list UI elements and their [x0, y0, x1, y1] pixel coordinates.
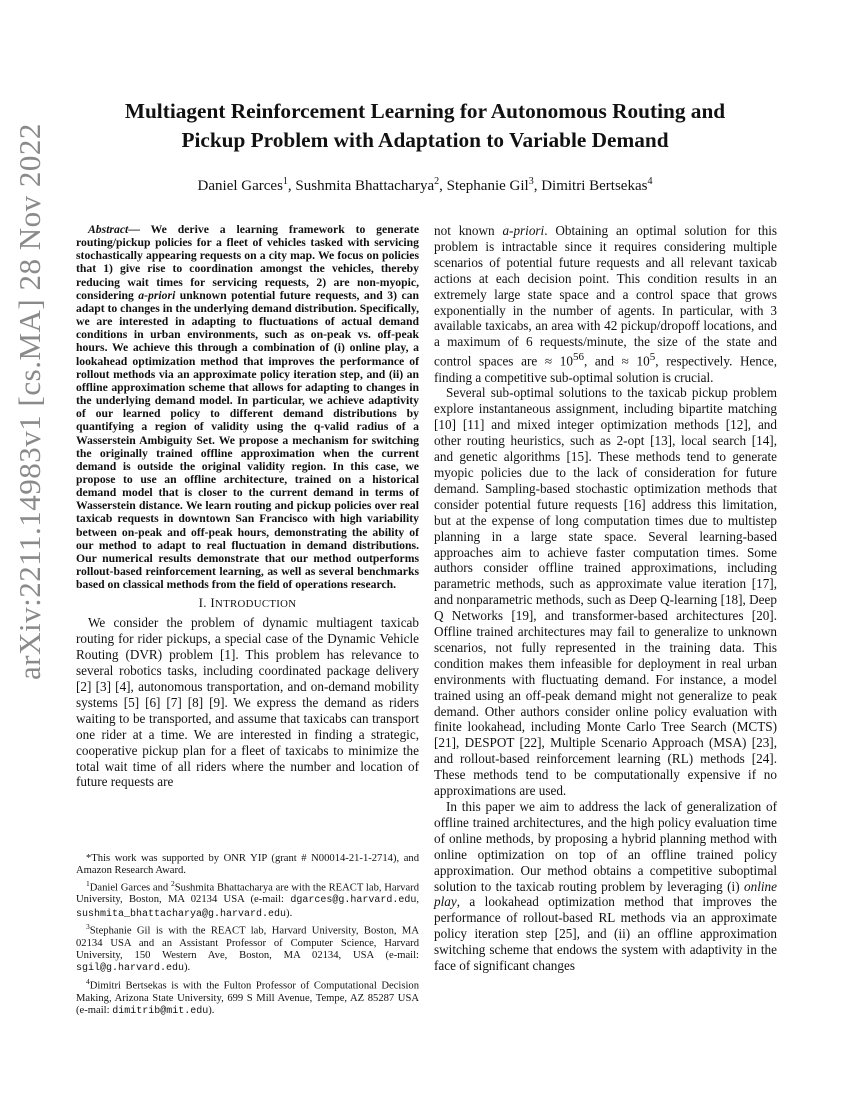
footnote-4	[76, 976, 419, 1018]
section-title-rest: NTRODUCTION	[215, 598, 297, 611]
email-link[interactable]: sgil@g.harvard.edu	[76, 963, 185, 975]
author-name: Daniel Garces	[197, 178, 283, 194]
footnote-text: ,	[416, 894, 419, 906]
footnote-mark: 3	[86, 922, 90, 932]
title-line-1: Multiagent Reinforcement Learning for Autonomous Routing and	[124, 99, 726, 123]
body-text: , respectively. Hence, finding a competitive sub-optimal solution is crucial.	[434, 353, 778, 385]
body-text: . Obtaining an optimal solution for this problem is intractable since it requires considering multiple scenarios of potential future requests and all relevant taxicab actions at each decision point. This condition results in an extremely large state space and a control space that grows exponentially in the number of agents. In particular, with 3 available taxicabs, an area with 42 pickup/dropoff locations, and a maximum of 6 requests/minute, the size of the state and control spaces are ≈ 10	[434, 223, 777, 369]
abstract-dash: —	[128, 223, 151, 236]
footnote-text: ).	[184, 962, 191, 974]
abstract-text: We derive a learning framework to generate routing/pickup policies for a fleet of vehicles tasked with servicing stochastically appearing requests on a city map. We focus on policies that 1) give rise to coordination amongst the vehicles, thereby reducing wait times for servicing requests, 2) are non-myopic, considering	[76, 223, 420, 302]
author-name: Sushmita Bhattacharya	[295, 178, 435, 194]
footnote-mark: 2	[171, 878, 175, 888]
footnote-text: ).	[208, 1004, 215, 1016]
footnote-mark: 1	[86, 878, 90, 888]
footnote-3	[76, 921, 419, 976]
body-text: , and ≈ 10	[583, 353, 650, 369]
email-link[interactable]: sushmita_bhattacharya@g.harvard.edu	[76, 908, 287, 920]
exponent: 5	[649, 351, 656, 364]
right-column	[434, 223, 777, 974]
title-line-2: Pickup Problem with Adaptation to Variable Demand	[181, 128, 669, 152]
body-paragraph-3	[434, 799, 777, 974]
email-link[interactable]: dgarces@g.harvard.edu	[290, 895, 417, 907]
author-mark: 2	[434, 176, 440, 187]
arxiv-identifier: arXiv:2211.14983v1 [cs.MA] 28 Nov 2022	[12, 123, 47, 680]
abstract-text-cont: unknown potential future requests, and 3) can adapt to changes in the underlying demand distribution. Specifically, we are interested in adapting to fluctuations of actual demand conditions in urban environments, such as on-peak vs. off-peak hours. We achieve this through a combination of (i) online play, a lookahead optimization method that improves the performance of rollout methods via an approximate policy iteration step, and (ii) an offline approximation scheme that allows for adapting to changes in the underlying demand model. In particular, we achieve adaptivity of our learned policy to different demand distributions by quantifying a region of validity using the q-valid radius of a Wasserstein Ambiguity Set. We propose a mechanism for switching the originally trained offline approximation when the current demand is outside the original validity region. In this case, we propose to use an offline architecture, trained on a historical demand model that is closer to the current demand in terms of Wasserstein distance. We learn routing and pickup policies over real taxicab requests in downtown San Francisco with high variability between on-peak and off-peak hours, demonstrating the ability of our method to adapt to real fluctuation in demand distributions. Our numerical results demonstrate that our method outperforms rollout-based reinforcement learning, as well as several benchmarks based on classical methods from the field of operations research.	[76, 288, 420, 592]
body-paragraph-1	[434, 223, 777, 385]
exponent: 56	[572, 351, 584, 364]
footnotes	[76, 853, 419, 1018]
body-emphasis: online play	[434, 878, 777, 910]
paper-title	[80, 97, 770, 155]
author-mark: 4	[647, 176, 653, 187]
footnote-mark: 4	[86, 976, 90, 986]
body-text: In this paper we aim to address the lack of generalization of offline trained architectures, and the high policy evaluation time of online methods, by proposing a hybrid planning method with online optimization on top of an offline trained policy approximation. Our method obtains a competitive suboptimal solution to the taxicab routing problem by leveraging (i)	[434, 799, 777, 894]
body-emphasis: a-priori	[502, 223, 545, 238]
body-paragraph-2: Several sub-optimal solutions to the taxicab pickup problem explore instantaneous assignment, including bipartite matching [10] [11] and mixed integer optimization methods [12], and other routing heuristics, such as 2-opt [13], local search [14], and genetic algorithms [15]. These methods tend to generate myopic policies due to the lack of consideration for future demand. Sampling-based stochastic optimization methods that consider potential future requests [16] address this limitation, but at the expense of long computation times due to multistep planning in a large state space. Several learning-based approaches aim to achieve faster computation times. Some authors consider offline trained approximations, including parametric methods, such as approximate value iteration [17], and nonparametric methods, such as Deep Q-learning [18], Deep Q Networks [19], and transformer-based architectures [20]. Offline trained architectures may fail to generalize to unknown scenarios, not fully represented in the training data. This condition makes them infeasible for deployment in real urban environments with fluctuating demand. For instance, a model trained using an off-peak demand might not generalize to peak demand. Other authors consider online policy evaluation with finite lookahead, including Monte Carlo Tree Search (MCTS) [21], DESPOT [22], Multiple Scenario Approach (MSA) [23], and rollout-based reinforcement learning (RL) methods [24]. These methods tend to be computationally expensive if no approximations are used.	[434, 385, 777, 799]
footnote-text: ).	[286, 907, 293, 919]
author-list: Daniel Garces$^1$, Sushmita Bhattacharya$^2$, Stephanie Gil$^3$, Dimitri Bertsekas$^4$	[197, 176, 653, 194]
abstract	[76, 223, 419, 591]
abstract-label: Abstract	[88, 223, 129, 236]
abstract-emphasis: a-priori	[138, 288, 176, 302]
section-initial: I	[210, 595, 216, 611]
author-mark: 1	[282, 176, 288, 187]
left-column	[76, 223, 419, 790]
intro-paragraph: We consider the problem of dynamic multiagent taxicab routing for rider pickups, a special case of the Dynamic Vehicle Routing (DVR) problem [1]. This problem has relevance to several robotics tasks, including coordinated package delivery [2] [3] [4], autonomous transportation, and on-demand mobility systems [5] [6] [7] [8] [9]. We express the demand as riders waiting to be transported, and assume that taxicabs can transport one rider at a time. We are interested in finding a strategic, cooperative pickup plan for a fleet of taxicabs to minimize the total wait time of all riders where the number and location of future requests are	[76, 615, 419, 790]
footnote-text: Sushmita Bhattacharya are with the REACT lab, Harvard University, Boston, MA 02134 USA (e-mail:	[76, 882, 419, 906]
author-mark: 3	[528, 176, 534, 187]
footnote-funding: *This work was supported by ONR YIP (grant # N00014-21-1-2714), and Amazon Research Award.	[76, 853, 419, 877]
email-link[interactable]: dimitrib@mit.edu	[112, 1005, 209, 1017]
section-numeral: I.	[198, 595, 207, 611]
footnote-text: Stephanie Gil is with the REACT lab, Harvard University, Boston, MA 02134 USA and an Assistant Professor of Computer Science, Harvard University, 150 Western Ave, Boston, MA 02134, USA (e-mail:	[76, 925, 419, 962]
body-text: , a lookahead optimization method that improves the performance of rollout-based RL methods via an approximate policy iteration step [25], and (ii) an offline approximation switching scheme that endows the system with adaptivity in the face of significant changes	[434, 894, 777, 974]
footnote-1-2	[76, 878, 419, 921]
body-text: not known	[434, 223, 503, 238]
footnote-text: Daniel Garces and	[89, 882, 171, 894]
section-heading-introduction	[76, 595, 419, 612]
author-name: Dimitri Bertsekas	[541, 178, 648, 194]
author-name: Stephanie Gil	[446, 178, 529, 194]
footnote-text: Dimitri Bertsekas is with the Fulton Professor of Computational Decision Making, Arizona State University, 699 S Mill Avenue, Tempe, AZ 85287 USA (e-mail:	[76, 980, 419, 1016]
